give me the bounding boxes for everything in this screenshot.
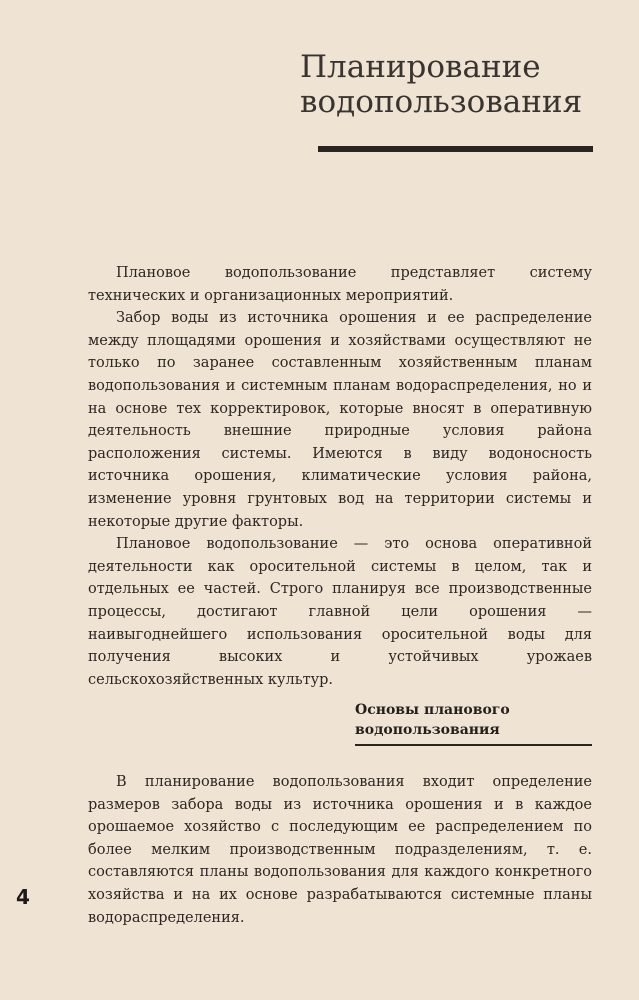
chapter-title-rule: [318, 146, 593, 152]
section-title-rule: [355, 744, 592, 746]
intro-text: [88, 262, 592, 691]
section-title-line-2: водопользования: [355, 722, 500, 738]
intro-paragraph-3: Плановое водопользование — это основа оперативной деятельности как оросительной системы в целом, так и отдельных ее частей. Строго планируя все производственные процессы, достигают главной цели орошения — наивыгоднейшего использования оросительной воды для получения высоких и устойчивых урожаев сельскохозяйственных культур.: [88, 536, 592, 688]
chapter-title-line-2: водопользования: [300, 84, 583, 120]
section-title-line-1: Основы планового: [355, 702, 510, 718]
chapter-title: [300, 50, 600, 120]
intro-paragraph-2: Забор воды из источника орошения и ее распределение между площадями орошения и хозяйствами осуществляют не только по заранее составленным хозяйственным планам водопользования и системным планам водораспределения, но и на основе тех корректировок, которые вносят в оперативную деятельность внешние природные условия района расположения системы. Имеются в виду водоносность источника орошения, климатические условия района, изменение уровня грунтовых вод на территории системы и некоторые другие факторы.: [88, 310, 592, 530]
chapter-title-line-1: Планирование: [300, 49, 541, 85]
section-text: [88, 771, 592, 929]
section-title: [355, 700, 595, 740]
page-number: 4: [16, 885, 30, 909]
intro-paragraph-1: Плановое водопользование представляет систему технических и организационных мероприятий.: [88, 265, 592, 304]
section-paragraph-1: В планирование водопользования входит определение размеров забора воды из источника орошения и в каждое орошаемое хозяйство с последующим ее распределением по более мелким производственным подразделениям, т. е. составляются планы водопользования для каждого конкретного хозяйства и на их основе разрабатываются системные планы водораспределения.: [88, 774, 592, 926]
